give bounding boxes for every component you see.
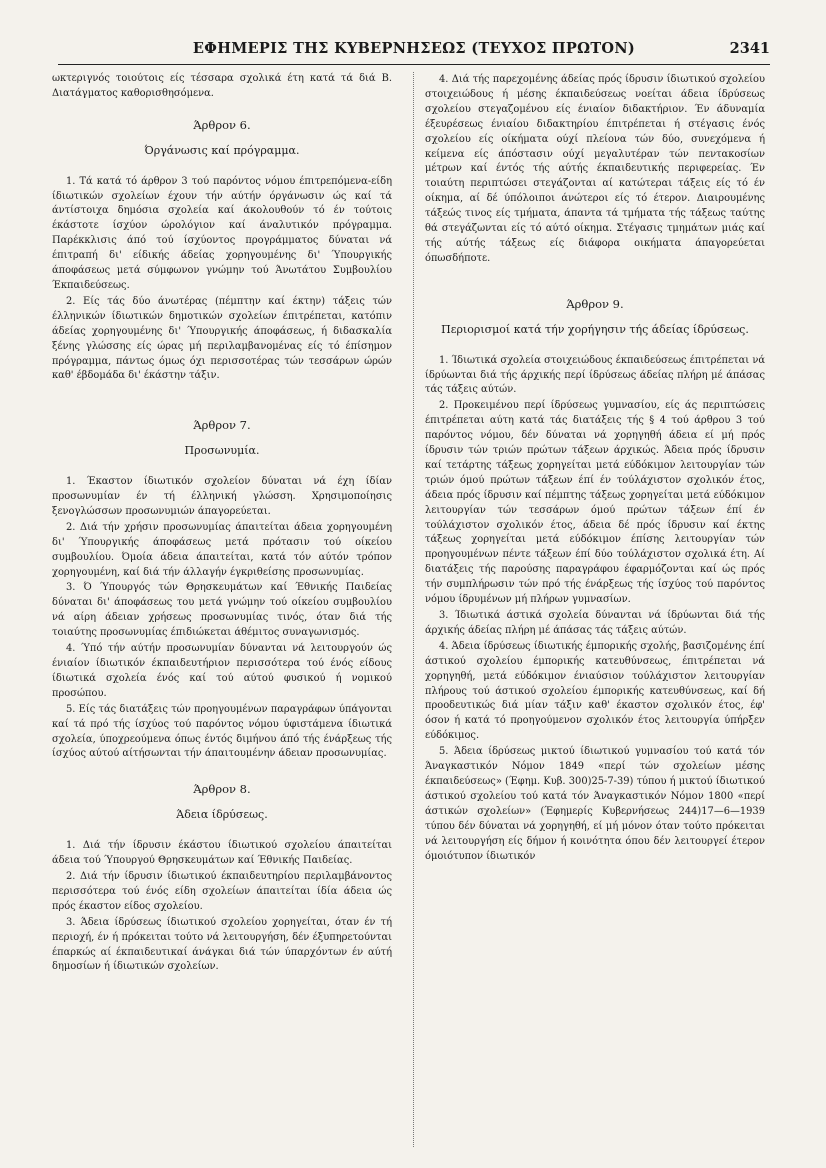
article-8-paragraph-3: 3. Άδεια ίδρύσεως ίδιωτικού σχολείου χορηγείται, όταν έν τή περιοχή, έν ή πρόκειται τούτο νά λειτουργήση, δέν έξυπηρετούνται έπαρκώς αί έκπαιδευτικαί άνάγκαι διά τών ύπαρχόντων έν αύτή δημοσίων ή ίδιωτικών σχολείων.: [52, 916, 392, 973]
article-9-paragraph-3: 3. Ίδιωτικά άστικά σχολεία δύνανται νά ίδρύωνται διά τής άρχικής άδείας πλήρη μέ άπάσας τάς τάξεις αύτών.: [425, 610, 765, 636]
article-8-paragraph-2: 2. Διά τήν ίδρυσιν ίδιωτικού έκπαιδευτηρίου περιλαμβάνοντος περισσότερα τού ένός είδη σχολείων άπαιτείται ίδία άδεια ώς πρός έκαστον είδος σχολείου.: [52, 870, 392, 912]
article-7-paragraph-4: 4. Ύπό τήν αύτήν προσωνυμίαν δύνανται νά λειτουργούν ώς ένιαίον ίδιωτικόν έκπαιδευτήριον περισσότερα τού ένός είδους ίδιωτικά σχολεία ένός καί τού αύτού φυσικού ή νομικού προσώπου.: [52, 643, 392, 699]
article-9-paragraph-4: 4. Άδεια ίδρύσεως ίδιωτικής έμπορικής σχολής, βασιζομένης έπί άστικού σχολείου έμπορικής κατευθύνσεως, έπιτρέπεται νά χορηγηθή, μετά εύδόκιμον ένιαύσιον τούλάχιστον λειτουργίαν πλήρους τού άστικού σχολείου έμπορικής κατευθύνσεως, καί δή προοδευτικώς διά μίαν τάξιν καθ' έκαστον σχολικόν έτος, έφ' όσον ή κατά τό προηγούμενον σχολικόν έτος λειτουργία ύπήρξεν εύδόκιμος.: [425, 640, 765, 742]
article-9-paragraph-5: 5. Άδεια ίδρύσεως μικτού ίδιωτικού γυμνασίου τού κατά τόν Άναγκαστικόν Νόμον 1849 «περί τών σχολείων μέσης έκπαιδεύσεως» (Έφημ. Κυβ. 300)25-7-39) τύπου ή μικτού ίδιωτικού άστικού σχολείου τού κατά τόν Άναγκαστικόν Νόμον 1800 «περί άστικών σχολείων» (Έφημερίς Κυβερνήσεως 244)17—6—1939 τύπου δέν δύναται νά χορηγηθή, εί μή μόνον όταν τούτο πρόκειται νά λειτουργήση είς δήμον ή κοινότητα όπου δέν λειτουργεί έτερον όμοιότυπον ίδιωτικόν: [425, 746, 765, 862]
continued-paragraph: ωκτεριγνός τοιούτοις είς τέσσαρα σχολικά έτη κατά τά διά Β. Διατάγματος καθορισθησόμενα.: [52, 73, 392, 99]
article-9-title: Άρθρον 9.: [566, 296, 624, 311]
article-8-subtitle: Άδεια ίδρύσεως.: [176, 808, 268, 822]
article-7-subtitle: Προσωνυμία.: [184, 444, 260, 458]
left-column: [52, 72, 392, 975]
right-column: [425, 72, 765, 864]
article-7-paragraph-1: 1. Έκαστον ίδιωτικόν σχολείον δύναται νά έχη ίδίαν προσωνυμίαν έν τή έλληνική γλώσση. Χρησιμοποίησις ξενογλώσσων προσωνυμιών άπαγορεύεται.: [52, 476, 392, 517]
article-6-subtitle: Όργάνωσις καί πρόγραμμα.: [144, 143, 300, 157]
article-8-paragraph-1: 1. Διά τήν ίδρυσιν έκάστου ίδιωτικού σχολείου άπαιτείται άδεια τού Ύπουργού Θρησκευμάτων καί Έθνικής Παιδείας.: [52, 840, 392, 867]
gazette-title: ΕΦΗΜΕΡΙΣ ΤΗΣ ΚΥΒΕΡΝΗΣΕΩΣ (ΤΕΥΧΟΣ ΠΡΩΤΟΝ): [192, 40, 636, 57]
article-6-paragraph-2: 2. Είς τάς δύο άνωτέρας (πέμπτην καί έκτην) τάξεις τών έλληνικών ίδιωτικών δημοτικών σχολείων έπιτρέπεται, κατόπιν άδείας χορηγουμένης δι' Ύπουργικής άποφάσεως, ή διδασκαλία ξένης γλώσσης είς ώρας μή περιλαμβανομένας είς τό έπίσημον πρόγραμμα, πάντως όμως όχι περισσοτέρας τών τεσσάρων ώρών καθ' έβδομάδα δι' έκάστην τάξιν.: [52, 295, 392, 382]
article-7-paragraph-5: 5. Είς τάς διατάξεις τών προηγουμένων παραγράφων ύπάγονται καί τά πρό τής ίσχύος τού παρόντος νόμου ύφιστάμενα ίδιωτικά σχολεία, ύποχρεούμενα όπως έντός διμήνου άπό τής ένάρξεως τής ίσχύος αύτού αίτήσωνται τήν άπαιτουμένην άδειαν προσωνυμίας.: [52, 703, 392, 760]
article-7-title: Άρθρον 7.: [193, 418, 251, 433]
page-header: [58, 38, 770, 65]
article-9-paragraph-2: 2. Προκειμένου περί ίδρύσεως γυμνασίου, είς άς περιπτώσεις έπιτρέπεται αύτη κατά τάς διατάξεις τής § 4 τού άρθρου 3 τού παρόντος νόμου, δέν δύναται νά χορηγηθή άδεια εί μή πρός ίδρυσιν τών τριών πρώτων τάξεων άρχικώς. Άδεια πρός ίδρυσιν καί τετάρτης τάξεως χορηγείται μετά εύδόκιμον λειτουργίαν τών τριών όμού πρώτων τάξεων έπί έν τούλάχιστον σχολικόν έτος, άδεια πρός ίδρυσιν καί πέμπτης τάξεως χορηγείται μετά εύδόκιμον λειτουργίαν τών τεσσάρων όμού πρώτων τάξεων έπί έν τούλάχιστον σχολικόν έτος, άδεια δέ πρός ίδρυσιν καί έκτης τάξεως χορηγείται μετά εύδόκιμον έπίσης λειτουργίαν τών προηγουμένων πέντε τάξεων έπί δύο τούλάχιστον σχολικά έτη. Αί διατάξεις τής παρούσης παραγράφου έφαρμόζονται καί ώς πρός τήν συμπλήρωσιν τών πρό τής ένάρξεως τής ίσχύος τού παρόντος νόμου ίδρυμένων μή πλήρων γυμνασίων.: [425, 400, 765, 606]
article-7-paragraph-2: 2. Διά τήν χρήσιν προσωνυμίας άπαιτείται άδεια χορηγουμένη δι' Ύπουργικής άποφάσεως μετά πρότασιν τού οίκείου συμβουλίου. Όμοία άδεια άπαιτείται, κατά τόν αύτόν τρόπον χορηγουμένη, καί διά τήν άλλαγήν έγκριθείσης προσωνυμίας.: [52, 521, 392, 578]
article-6-title: Άρθρον 6.: [193, 117, 251, 132]
article-7-paragraph-3: 3. Ό Ύπουργός τών Θρησκευμάτων καί Έθνικής Παιδείας δύναται δι' άποφάσεως του μετά γνώμην τού οίκείου συμβουλίου νά αίρη άδειαν χρήσεως προσωνυμίας τινός, όταν διά τής τοιαύτης προσωνυμίας έπιδιώκεται άθέμιτος συναγωνισμός.: [52, 582, 392, 639]
article-9-subtitle: Περιορισμοί κατά τήν χορήγησιν τής άδείας ίδρύσεως.: [441, 322, 749, 336]
column-divider: [413, 72, 414, 1147]
article-8-paragraph-4: 4. Διά τής παρεχομένης άδείας πρός ίδρυσιν ίδιωτικού σχολείου στοιχειώδους ή μέσης έκπαιδεύσεως νοείται άδεια ίδρύσεως σχολείου στεγαζομένου είς ένιαίον διδακτήριον. Έν άδυναμία έξευρέσεως ένιαίου διδακτηρίου έπιτρέπεται ή στέγασις ένός σχολείου είς οίκήματα ούχί πλείονα τών δύο, συνεχόμενα ή κείμενα είς άπόστασιν ούχί μεγαλυτέραν τών πεντακοσίων μέτρων καί έντός τής αύτής έκπαιδευτικής περιφερείας. Έν τοιαύτη περιπτώσει στεγάζονται αί κατώτεραι τάξεις είς τό έν οίκημα, αί δέ ύπόλοιποι άνώτεροι είς τό έτερον. Διαιρουμένης τάξεώς τινος είς τμήματα, άπαντα τά τμήματα τής τάξεως ταύτης θά στεγάζωνται είς τό αύτό οίκημα. Στέγασις τμημάτων μιάς καί τής αύτής τάξεως είς διάφορα οικήματα άπαγορεύεται όπωσδήποτε.: [425, 74, 765, 264]
article-6-paragraph-1: 1. Τά κατά τό άρθρον 3 τού παρόντος νόμου έπιτρεπόμενα-είδη ίδιωτικών σχολείων έχουν τήν αύτήν όργάνωσιν ώς καί τά άντίστοιχα δημόσια σχολεία καί άκολουθούν τό έν τούτοις έκάστοτε ίσχύον ώρολόγιον καί άναλυτικόν πρόγραμμα. Παρέκκλισις άπό τού ίσχύοντος προγράμματος δύναται νά έπιτραπή δι' είδικής άδείας χορηγουμένης δι' Ύπουργικής άποφάσεως μετά σύμφωνον γνώμην τού Άνωτάτου Συμβουλίου Έκπαιδεύσεως.: [52, 175, 392, 291]
page-number: 2341: [729, 40, 770, 57]
article-8-title: Άρθρον 8.: [193, 782, 251, 797]
article-9-paragraph-1: 1. Ίδιωτικά σχολεία στοιχειώδους έκπαιδεύσεως έπιτρέπεται νά ίδρύωνται διά τής άρχικής περί ίδρύσεως άδείας πλήρη μέ άπάσας τάς τάξεις αύτών.: [425, 354, 765, 396]
